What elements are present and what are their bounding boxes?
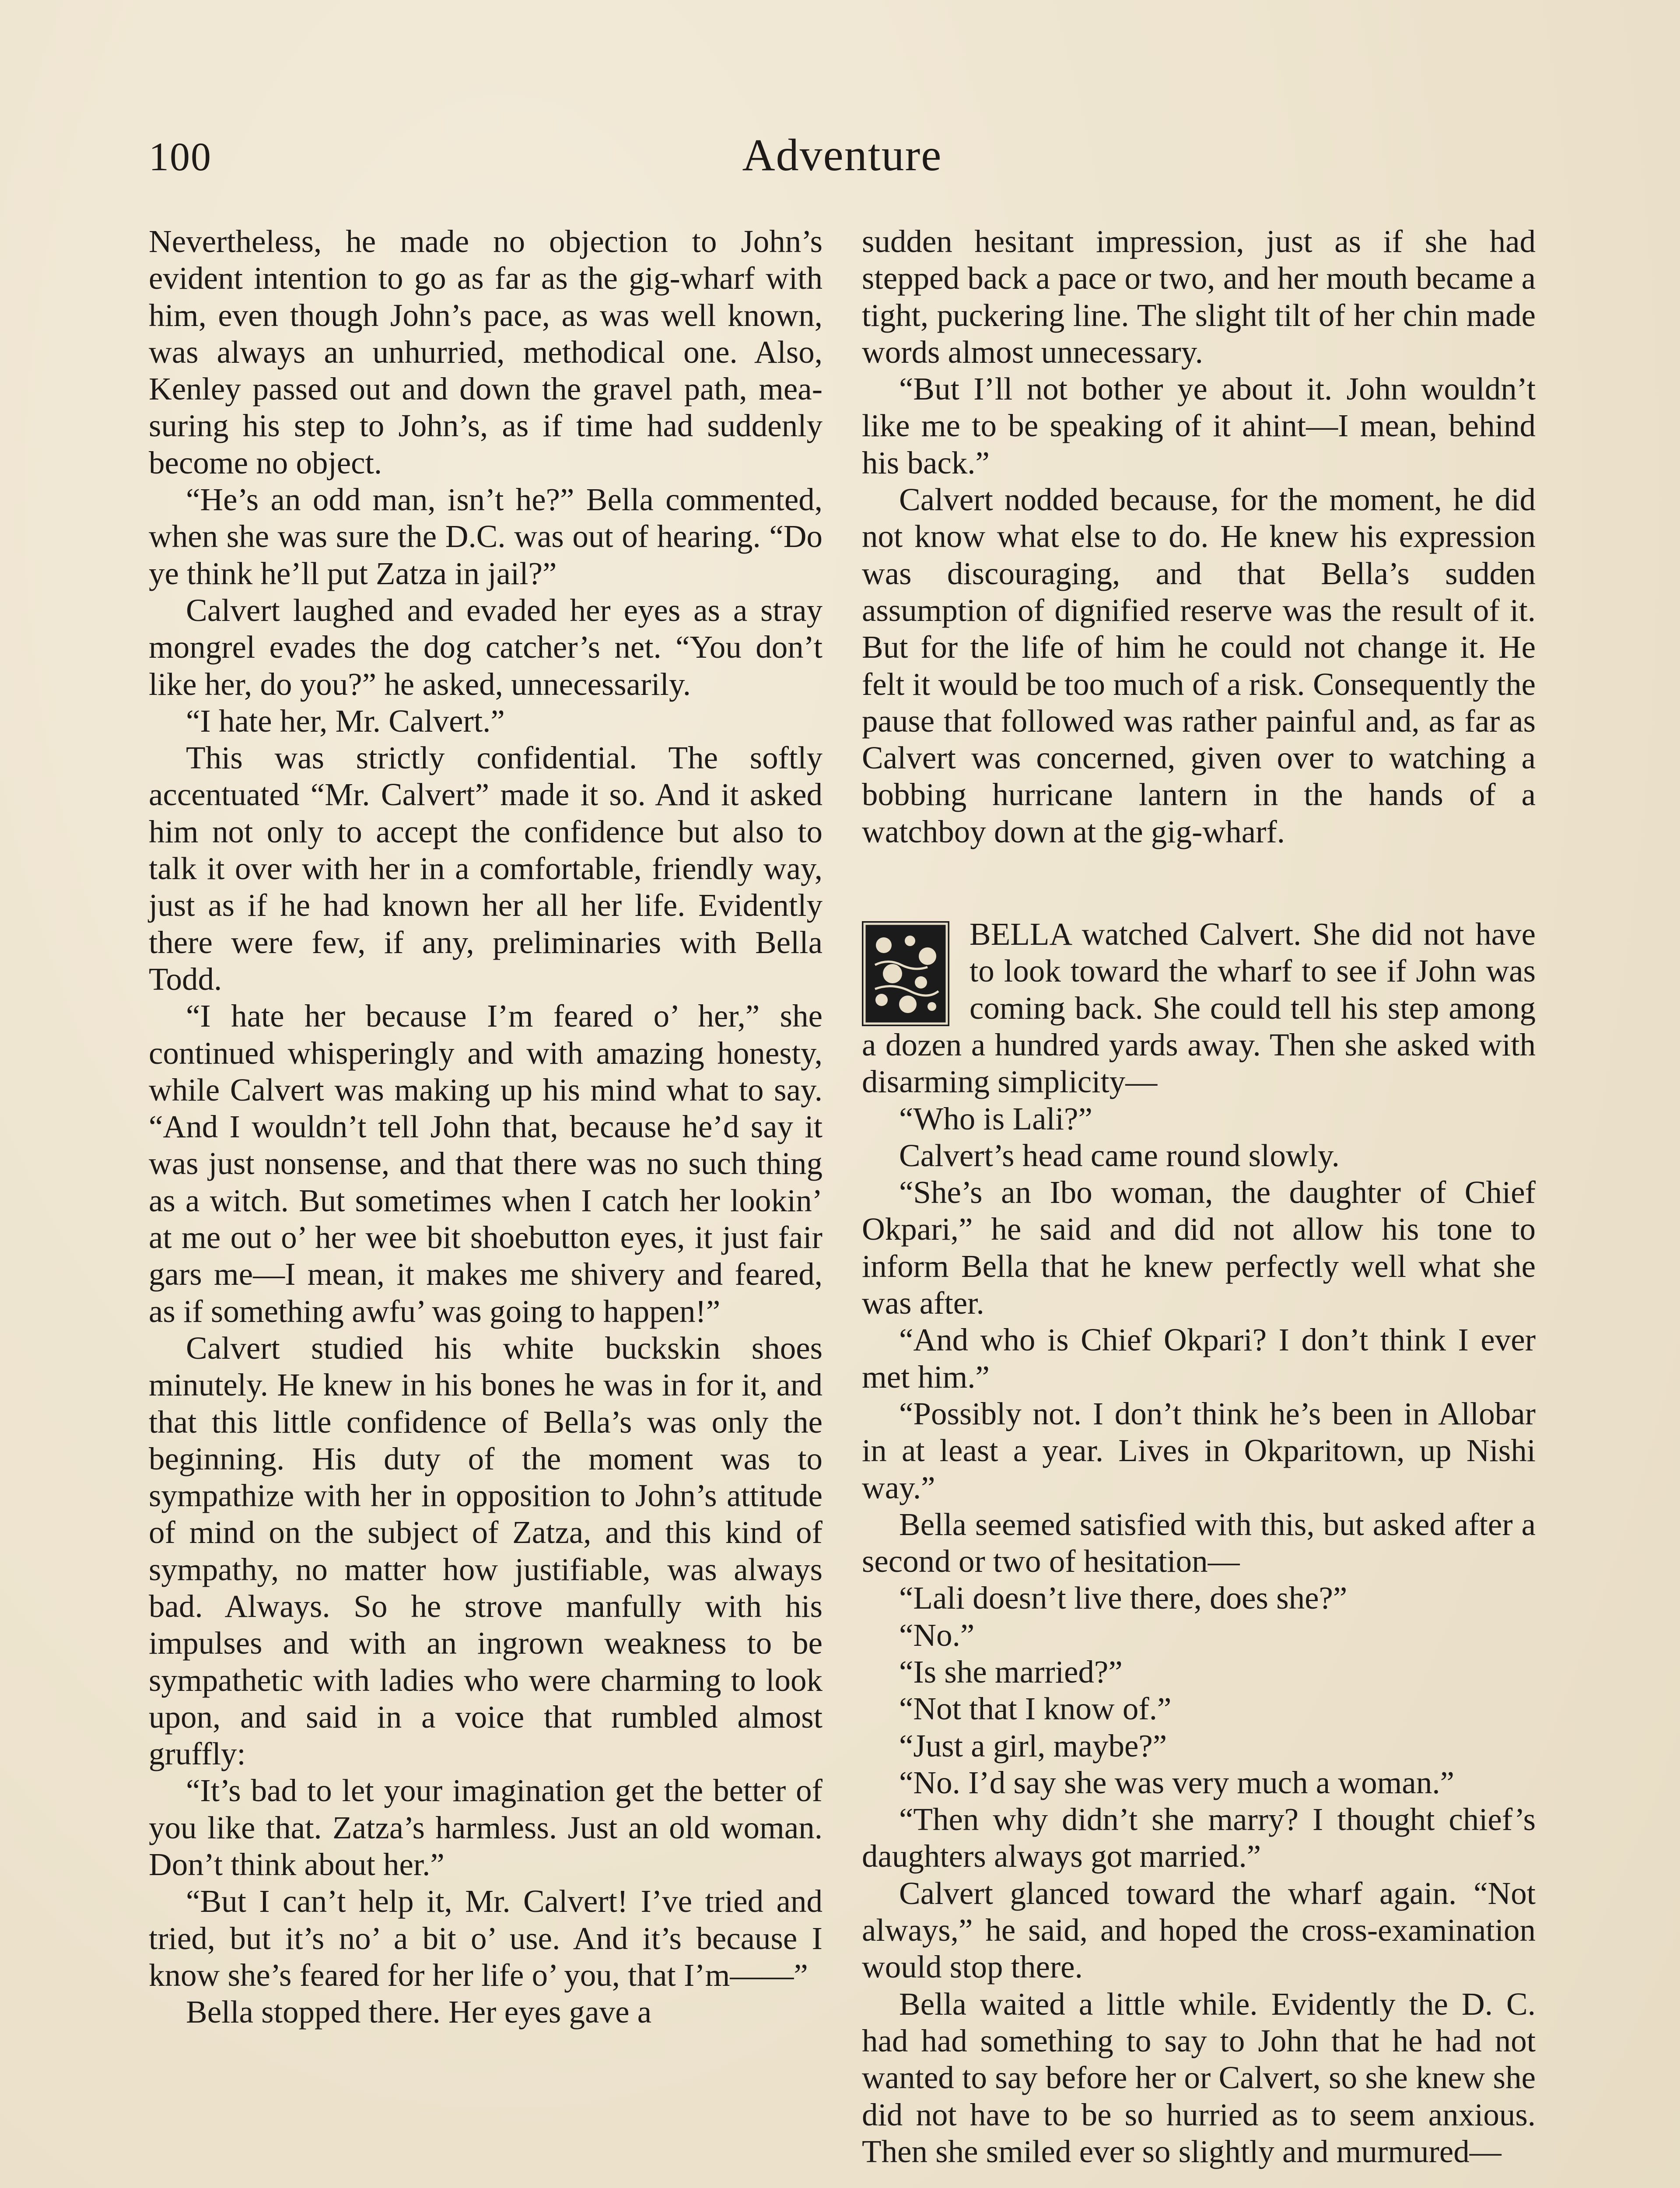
paragraph: Calvert glanced toward the wharf again. “Not always,” he said, and hoped the cross-examination would stop there. bbox=[862, 1875, 1536, 1985]
paragraph: “No. I’d say she was very much a woman.” bbox=[899, 1764, 1454, 1800]
page-number: 100 bbox=[149, 134, 212, 179]
paragraph: “Then why didn’t she marry? I thought chief’s daughters always got married.” bbox=[862, 1802, 1536, 1874]
paragraph: “Possibly not. I don’t think he’s been in Allobar in at least a year. Lives in Okparitown, up Nishi way.” bbox=[862, 1396, 1536, 1505]
paragraph: “I hate her, Mr. Calvert.” bbox=[186, 703, 505, 739]
paragraph: “But I’ll not bother ye about it. John wouldn’t like me to be speaking of it ahint—I mean, behind his back.” bbox=[862, 371, 1536, 480]
paragraph: “Lali doesn’t live there, does she?” bbox=[899, 1580, 1348, 1616]
paragraph: BELLA watched Calvert. She did not have to look toward the wharf to see if John was coming back. She could tell his step among a dozen a hundred yards away. Then she asked with disarming simplicity— bbox=[862, 916, 1536, 1100]
paragraph: “No.” bbox=[899, 1617, 975, 1653]
paragraph: “But I can’t help it, Mr. Calvert! I’ve tried and tried, but it’s no’ a bit o’ use. And it’s because I know she’s feared for her life o’ you, that I’m——” bbox=[149, 1883, 822, 1993]
paragraph: sudden hesitant impression, just as if she had stepped back a pace or two, and her mouth became a tight, puckering line. The slight tilt of her chin made words almost unnecessary. bbox=[862, 224, 1536, 370]
paragraph: Bella waited a little while. Evidently the D. C. had had something to say to John that he had not wanted to say before her or Calvert, so she knew she did not have to be so hurried as to seem anxious. Then she smiled ever so slightly and murmured— bbox=[862, 1986, 1536, 2169]
ornamental-dropcap-icon bbox=[862, 921, 949, 1026]
paragraph: “He’s an odd man, isn’t he?” Bella commented, when she was sure the D.C. was out of hearing. “Do ye think he’ll put Zatza in jail?” bbox=[149, 482, 822, 591]
paragraph: Bella stopped there. Her eyes gave a bbox=[186, 1994, 652, 2030]
section-break bbox=[862, 916, 1536, 2170]
paragraph: This was strictly confidential. The softly accentuated “Mr. Calvert” made it so. And it asked him not only to accept the confidence but also to talk it over with her in a comfortable, friendly way, just as if he had known her all her life. Evidently there were few, if any, preliminaries with Bella Todd. bbox=[149, 740, 822, 997]
paragraph: Calvert studied his white buckskin shoes minutely. He knew in his bones he was in for it, and that this little confidence of Bella’s was only the beginning. His duty of the moment was to sympathize with her in opposition to John’s attitude of mind on the subject of Zatza, and this kind of sympathy, no matter how justifiable, was always bad. Always. So he strove manfully with his impulses and with an ingrown weakness to be sympathetic with ladies who were charming to look upon, and said in a voice that rumbled almost gruffly: bbox=[149, 1330, 822, 1772]
running-title: Adventure bbox=[742, 130, 942, 180]
paragraph: Calvert laughed and evaded her eyes as a stray mongrel evades the dog catcher’s net. “You don’t like her, do you?” he asked, unnecessarily. bbox=[149, 592, 822, 702]
paragraph: “She’s an Ibo woman, the daughter of Chief Okpari,” he said and did not allow his tone to inform Bella that he knew perfectly well what she was after. bbox=[862, 1175, 1536, 1321]
paragraph: Nevertheless, he made no objection to John’s evident intention to go as far as the gig-wharf with him, even though John’s pace, as was well known, was always an unhurried, methodical one. Also, Kenley passed out and down the gravel path, measuring his step to John’s, as if time had suddenly become no object. bbox=[149, 224, 822, 480]
paragraph: Bella seemed satisfied with this, but asked after a second or two of hesitation— bbox=[862, 1506, 1536, 1579]
left-column bbox=[149, 223, 822, 2031]
paragraph: “I hate her because I’m feared o’ her,” she continued whisperingly and with amazing honesty, while Calvert was making up his mind what to say. “And I wouldn’t tell John that, because he’d say it was just nonsense, and that there was no such thing as a witch. But sometimes when I catch her lookin’ at me out o’ her wee bit shoebutton eyes, it just fair gars me—I mean, it makes me shivery and feared, as if something awfu’ was going to happen!” bbox=[149, 998, 822, 1329]
paragraph: “And who is Chief Okpari? I don’t think I ever met him.” bbox=[862, 1322, 1536, 1395]
paragraph: “Just a girl, maybe?” bbox=[899, 1728, 1167, 1764]
paragraph: “Not that I know of.” bbox=[899, 1691, 1172, 1727]
right-column bbox=[862, 223, 1536, 2170]
paragraph: “Who is Lali?” bbox=[899, 1101, 1092, 1136]
paragraph: Calvert’s head came round slowly. bbox=[899, 1137, 1340, 1173]
paragraph: “Is she married?” bbox=[899, 1654, 1123, 1690]
paragraph: “It’s bad to let your imagination get the better of you like that. Zatza’s harmless. Just an old woman. Don’t think about her.” bbox=[149, 1773, 822, 1883]
page-header bbox=[149, 129, 1536, 186]
paragraph: Calvert nodded because, for the moment, he did not know what else to do. He knew his expression was discouraging, and that Bella’s sudden assumption of dignified reserve was the result of it. But for the life of him he could not change it. He felt it would be too much of a risk. Consequently the pause that followed was rather painful and, as far as Calvert was concerned, given over to watching a bobbing hurricane lantern in the hands of a watchboy down at the gig-wharf. bbox=[862, 482, 1536, 849]
